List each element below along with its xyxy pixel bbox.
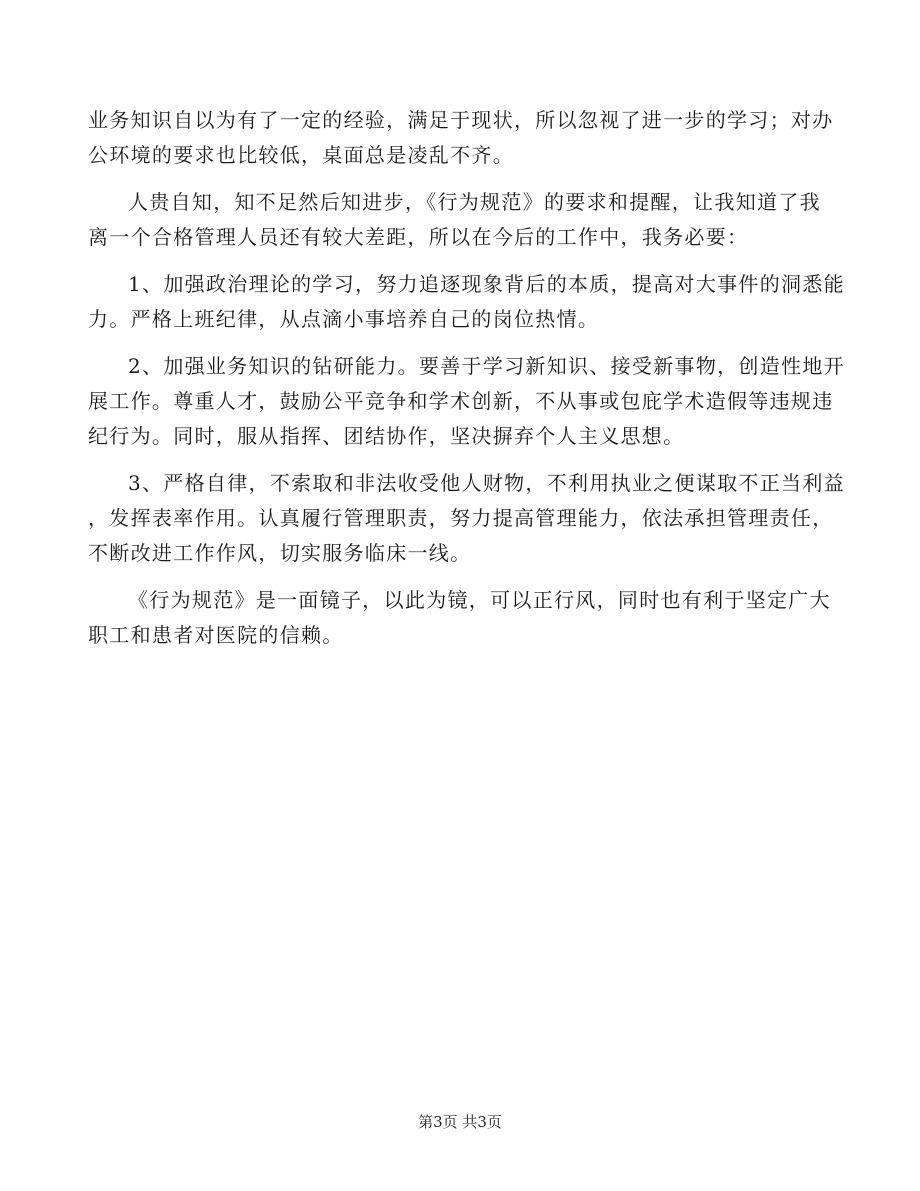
page-number: 第3页 共3页 [418,1113,502,1131]
text-line: 不断改进工作作风，切实服务临床一线。 [88,541,472,565]
text-line: 人贵自知，知不足然后知进步，《行为规范》的要求和提醒，让我知道了我 [128,190,821,214]
paragraph-5 [88,466,848,571]
text-line: 力。严格上班纪律，从点滴小事培养自己的岗位热情。 [88,307,600,331]
text-line: 2、加强业务知识的钻研能力。要善于学习新知识、接受新事物，创造性地开 [128,354,845,378]
text-line: ，发挥表率作用。认真履行管理职责，努力提高管理能力，依法承担管理责任， [88,506,834,530]
text-line: 《行为规范》是一面镜子，以此为镜，可以正行风，同时也有利于坚定广大 [128,588,831,612]
paragraph-1 [88,103,848,173]
text-line: 公环境的要求也比较低，桌面总是凌乱不齐。 [88,143,514,167]
paragraph-3 [88,267,848,337]
text-line: 离一个合格管理人员还有较大差距，所以在今后的工作中，我务必要： [88,225,749,249]
document-body [88,103,848,653]
text-line: 纪行为。同时，服从指挥、团结协作，坚决摒弃个人主义思想。 [88,424,685,448]
paragraph-6 [88,583,848,653]
text-line: 职工和患者对医院的信赖。 [88,623,344,647]
text-line: 1、加强政治理论的学习，努力追逐现象背后的本质，提高对大事件的洞悉能 [128,272,845,296]
text-line: 业务知识自以为有了一定的经验，满足于现状，所以忽视了进一步的学习；对办 [88,108,834,132]
text-line: 展工作。尊重人才，鼓励公平竞争和学术创新，不从事或包庇学术造假等违规违 [88,389,834,413]
paragraph-4 [88,349,848,454]
text-line: 3、严格自律，不索取和非法收受他人财物，不利用执业之便谋取不正当利益 [128,471,845,495]
paragraph-2 [88,185,848,255]
